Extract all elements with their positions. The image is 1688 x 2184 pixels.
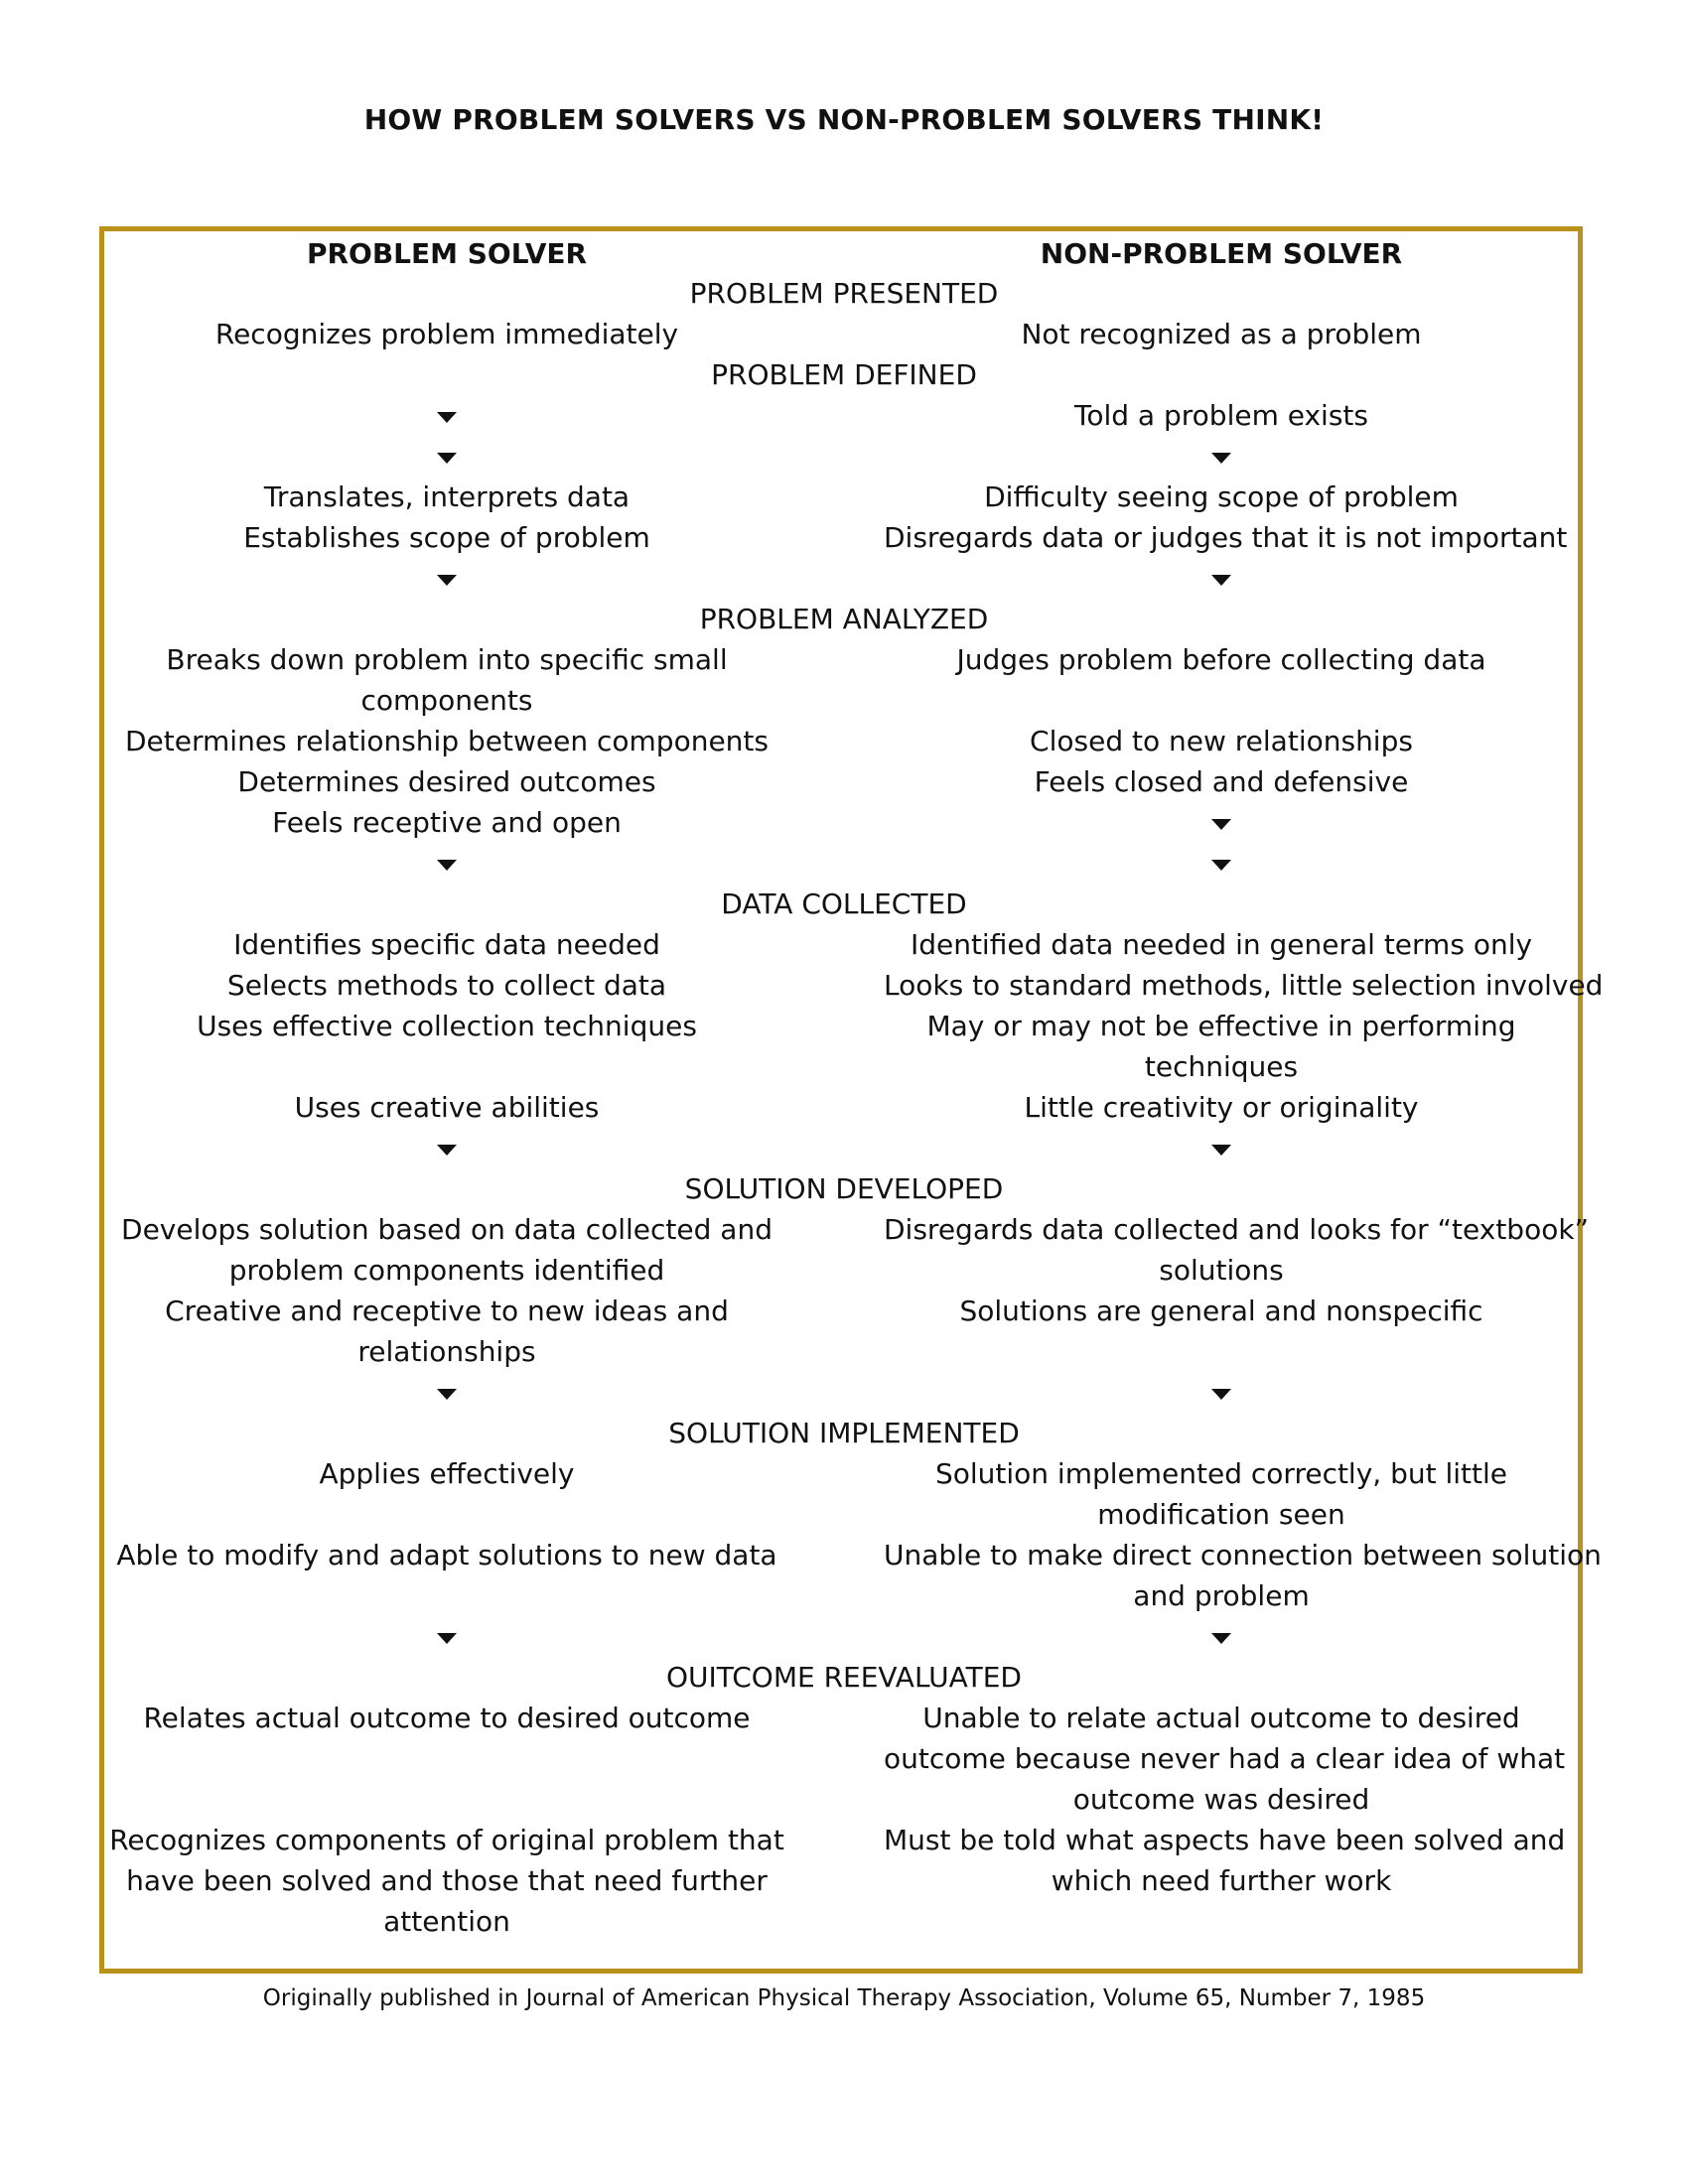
down-arrow-icon	[437, 860, 457, 871]
nonsolver-text: Not recognized as a problem	[1021, 318, 1422, 350]
nonsolver-text: Unable to relate actual outcome to desired	[922, 1702, 1520, 1734]
solver-text: Develops solution based on data collected and	[121, 1213, 773, 1246]
down-arrow-icon	[437, 1389, 457, 1400]
solver-text: Uses creative abilities	[294, 1091, 600, 1124]
stage-solution-developed: SOLUTION DEVELOPED	[684, 1172, 1004, 1205]
stage-problem-analyzed: PROBLEM ANALYZED	[699, 603, 989, 635]
nonsolver-text: Solutions are general and nonspecific	[959, 1295, 1483, 1327]
stage-problem-presented: PROBLEM PRESENTED	[689, 277, 999, 310]
nonsolver-text: Difficulty seeing scope of problem	[984, 480, 1459, 513]
solver-text: Translates, interprets data	[263, 480, 631, 513]
stage-outcome-reevaluated: OUITCOME REEVALUATED	[666, 1661, 1022, 1694]
solver-text: attention	[383, 1905, 510, 1938]
nonsolver-text: outcome was desired	[1072, 1783, 1370, 1816]
column-header-row	[0, 234, 1688, 274]
stage-data-collected: DATA COLLECTED	[721, 887, 967, 920]
down-arrow-icon	[437, 453, 457, 464]
column-header-problem-solver: PROBLEM SOLVER	[306, 237, 588, 270]
nonsolver-text: Disregards data collected and looks for “textbook”	[884, 1213, 1590, 1246]
nonsolver-text: Solution implemented correctly, but little	[934, 1457, 1508, 1490]
nonsolver-text: Judges problem before collecting data	[956, 643, 1486, 676]
nonsolver-text: Closed to new relationships	[1030, 725, 1413, 757]
down-arrow-icon	[1211, 1633, 1231, 1644]
down-arrow-icon	[1211, 453, 1231, 464]
nonsolver-text: Identified data needed in general terms only	[910, 928, 1533, 961]
solver-text: Uses effective collection techniques	[197, 1010, 697, 1042]
nonsolver-text: and problem	[1133, 1579, 1310, 1612]
nonsolver-text: Told a problem exists	[1074, 399, 1368, 432]
solver-text: Breaks down problem into specific small	[166, 643, 728, 676]
nonsolver-text: Must be told what aspects have been solved and	[884, 1824, 1566, 1856]
solver-text: Relates actual outcome to desired outcome	[143, 1702, 751, 1734]
solver-text: Applies effectively	[319, 1457, 575, 1490]
down-arrow-icon	[1211, 1145, 1231, 1156]
solver-text: relationships	[357, 1335, 536, 1368]
down-arrow-icon	[1211, 575, 1231, 586]
solver-text: Feels receptive and open	[272, 806, 622, 839]
down-arrow-icon	[437, 412, 457, 423]
solver-text: Selects methods to collect data	[226, 969, 667, 1002]
solver-text: components	[360, 684, 533, 717]
solver-text: Establishes scope of problem	[243, 521, 650, 554]
solver-text: Able to modify and adapt solutions to new data	[116, 1539, 777, 1571]
nonsolver-text: modification seen	[1097, 1498, 1345, 1531]
solver-text: Creative and receptive to new ideas and	[165, 1295, 729, 1327]
nonsolver-text: Looks to standard methods, little selection involved	[884, 969, 1604, 1002]
down-arrow-icon	[437, 575, 457, 586]
document-title: HOW PROBLEM SOLVERS VS NON-PROBLEM SOLVERS THINK!	[363, 103, 1325, 136]
solver-text: Recognizes problem immediately	[214, 318, 679, 350]
down-arrow-icon	[437, 1633, 457, 1644]
solver-text: Recognizes components of original problem that	[109, 1824, 784, 1856]
nonsolver-text: outcome because never had a clear idea of what	[884, 1742, 1566, 1775]
nonsolver-text: Little creativity or originality	[1024, 1091, 1419, 1124]
solver-text: problem components identified	[228, 1254, 665, 1287]
nonsolver-text: Disregards data or judges that it is not important	[884, 521, 1568, 554]
nonsolver-text: techniques	[1144, 1050, 1299, 1083]
stage-problem-defined: PROBLEM DEFINED	[711, 358, 977, 391]
down-arrow-icon	[437, 1145, 457, 1156]
down-arrow-icon	[1211, 860, 1231, 871]
nonsolver-text: Unable to make direct connection between solution	[884, 1539, 1602, 1571]
solver-text: Determines desired outcomes	[237, 765, 656, 798]
nonsolver-text: solutions	[1159, 1254, 1284, 1287]
nonsolver-text: which need further work	[1051, 1864, 1392, 1897]
down-arrow-icon	[1211, 819, 1231, 830]
solver-text: have been solved and those that need further	[126, 1864, 768, 1897]
nonsolver-text: May or may not be effective in performing	[926, 1010, 1516, 1042]
column-header-non-problem-solver: NON-PROBLEM SOLVER	[1040, 237, 1403, 270]
citation-footer: Originally published in Journal of American Physical Therapy Association, Volume 65, Number 7, 1985	[262, 1985, 1426, 2011]
down-arrow-icon	[1211, 1389, 1231, 1400]
stage-solution-implemented: SOLUTION IMPLEMENTED	[668, 1417, 1020, 1449]
solver-text: Determines relationship between components	[125, 725, 769, 757]
nonsolver-text: Feels closed and defensive	[1034, 765, 1409, 798]
solver-text: Identifies specific data needed	[233, 928, 660, 961]
